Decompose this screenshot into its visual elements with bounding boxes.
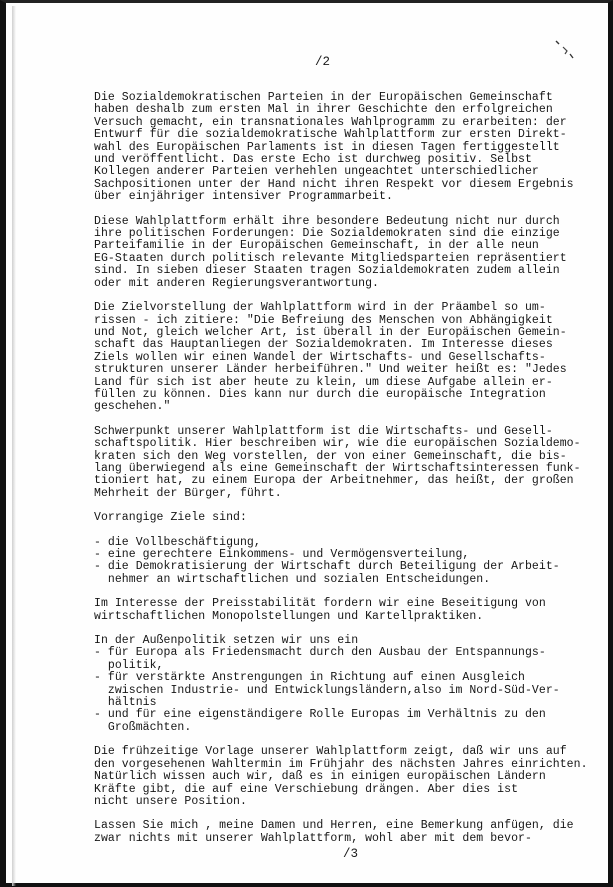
list-item: - die Vollbeschäftigung, [94, 535, 261, 549]
paragraph-zielvorstellung: Die Zielvorstellung der Wahlplattform wird in der Präambel so um- rissen - ich zitiere: "Die Befreiung des Menschen von Abhängigkeit und Not, gleich welcher Art, ist überall in der Europäischen Gemein- schaft das Hauptanliegen der Sozialdemokraten. Im Interesse dieses Ziels wollen wir einen Wandel der Wirtschafts- und Gesellschafts- strukturen unserer Länder herbeiführen." Und weiter heißt es: "Jedes Land für sich ist aber heute zu klein, um diese Aufgabe allein er- füllen zu können. Dies kann nur durch die europäische Integration geschehen." [94, 301, 567, 414]
list-item: - und für eine eigenständigere Rolle Europas im Verhältnis zu den Großmächten. [94, 708, 546, 734]
page-number-bottom: /3 [343, 847, 359, 861]
paragraph-aussenpolitik-intro: In der Außenpolitik setzen wir uns ein [94, 634, 359, 648]
paragraph-preisstabilitaet: Im Interesse der Preisstabilität fordern wir eine Beseitigung von wirtschaftlichen Monopolstellungen und Kartellpraktiken. [94, 597, 546, 623]
paragraph-vorrangige-ziele: Vorrangige Ziele sind: [94, 511, 247, 525]
page-number-top: /2 [315, 55, 331, 69]
list-item: - eine gerechtere Einkommens- und Vermögensverteilung, [94, 548, 470, 561]
scan-shadow [12, 6, 16, 886]
letter-body [94, 92, 604, 857]
paragraph-wahlprogramm: Die Sozialdemokratischen Parteien in der Europäischen Gemeinschaft haben deshalb zum ersten Mal in ihrer Geschichte den erfolgreichen Versuch gemacht, ein transnationales Wahlprogramm zu erarbeiten: der Entwurf für die sozialdemokratische Wahlplattform zur ersten Direkt- wahl des Europäischen Parlaments ist in diesen Tagen fertiggestellt und veröffentlicht. Das erste Echo ist durchweg positiv. Selbst Kollegen anderer Parteien verhehlen ungeachtet unterschiedlicher Sachpositionen unter der Hand nicht ihren Respekt vor diesem Ergebnis über einjähriger intensiver Programmarbeit. [94, 91, 574, 204]
paragraph-schwerpunkt: Schwerpunkt unserer Wahlplattform ist die Wirtschafts- und Gesell- schaftspolitik. Hier beschreiben wir, wie die europäischen Sozialdemo- kraten sich den Weg vorstellen, der von einer Gemeinschaft, die bis- lang überwiegend als eine Gemeinschaft der Wirtschaftsinteressen funk- tioniert hat, zu einem Europa der Arbeitnehmer, das heißt, der großen Mehrheit der Bürger, führt. [94, 424, 581, 500]
list-item: - für Europa als Friedensmacht durch den Ausbau der Entspannungs- politik, [94, 646, 546, 672]
paragraph-bemerkung: Lassen Sie mich , meine Damen und Herren, eine Bemerkung anfügen, die zwar nichts mit unserer Wahlplattform, wohl aber mit dem bevor- [94, 819, 574, 845]
foreign-policy-list [94, 647, 604, 734]
paragraph-bedeutung: Diese Wahlplattform erhält ihre besondere Bedeutung nicht nur durch ihre politischen Forderungen: Die Sozialdemokraten sind die einzige Parteifamilie in der Europäischen Gemeinschaft, in der alle neun EG-Staaten durch politisch relevante Mitgliedsparteien repräsentiert sind. In sieben dieser Staaten tragen Sozialdemokraten zudem allein oder mit anderen Regierungsverantwortung. [94, 214, 567, 290]
list-item: - die Demokratisierung der Wirtschaft durch Beteiligung der Arbeit- nehmer an wirtschaftlichen und sozialen Entscheidungen. [94, 560, 560, 586]
goals-list [94, 537, 604, 587]
paragraph-wahltermin: Die frühzeitige Vorlage unserer Wahlplattform zeigt, daß wir uns auf den vorgesehenen Wahltermin im Frühjahr des nächsten Jahres einrichten. Natürlich wissen auch wir, daß es in einigen europäischen Ländern Kräfte gibt, die auf eine Verschiebung drängen. Aber dies ist nicht unsere Position. [94, 745, 588, 808]
list-item: - für verstärkte Anstrengungen in Richtung auf einen Ausgleich zwischen Industrie- und Entwicklungsländern,also im Nord-Süd-Ver- hältnis [94, 671, 560, 710]
pen-mark-icon [554, 39, 576, 61]
